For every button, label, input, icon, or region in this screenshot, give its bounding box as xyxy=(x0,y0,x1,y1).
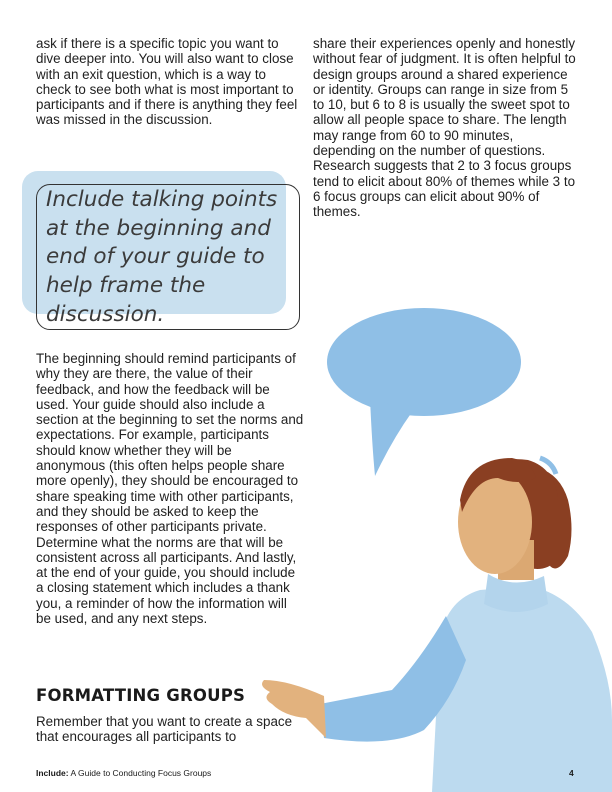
page-number: 4 xyxy=(569,768,574,778)
body-paragraph-right-top: share their experiences openly and honestly without fear of judgment. It is often helpful to design groups around a shared experience or identity. Groups can range in size from 5 to 10, but 6 to 8 is usually the sweet spot to allow all people space to share. The length may range from 60 to 90 minutes, depending on the number of questions. Research suggests that 2 to 3 focus groups tend to elicit about 80% of themes while 3 to 6 focus groups can elicit about 90% of themes. xyxy=(313,36,576,220)
body-paragraph-left-middle: The beginning should remind participants of why they are there, the value of their feedback, and how the feedback will be used. Your guide should also include a section at the beginning to set the norms and expectations. For example, participants should know whether they will be anonymous (this often helps people share more openly), they should be encouraged to share speaking time with other participants, and they should be asked to keep the responses of other participants private. Determine what the norms are that will be consistent across all participants. And lastly, at the end of your guide, you should include a closing statement which includes a thank you, a reminder of how the information will be used, and any next steps. xyxy=(36,351,304,627)
footer-document-title: A Guide to Conducting Focus Groups xyxy=(68,768,212,778)
speech-bubble-icon xyxy=(327,308,521,476)
body-paragraph-left-bottom: Remember that you want to create a space that encourages all participants to xyxy=(36,714,293,745)
pull-quote: Include talking points at the beginning and end of your guide to help frame the discussion. xyxy=(46,187,278,327)
woman-figure xyxy=(262,458,612,792)
footer-brand: Include: xyxy=(36,768,69,778)
section-heading: FORMATTING GROUPS xyxy=(36,686,246,705)
footer-title xyxy=(36,768,211,778)
body-paragraph-left-top: ask if there is a specific topic you want to dive deeper into. You will also want to close with an exit question, which is a way to check to see both what is most important to participants and if there is anything they feel was missed in the discussion. xyxy=(36,36,298,128)
